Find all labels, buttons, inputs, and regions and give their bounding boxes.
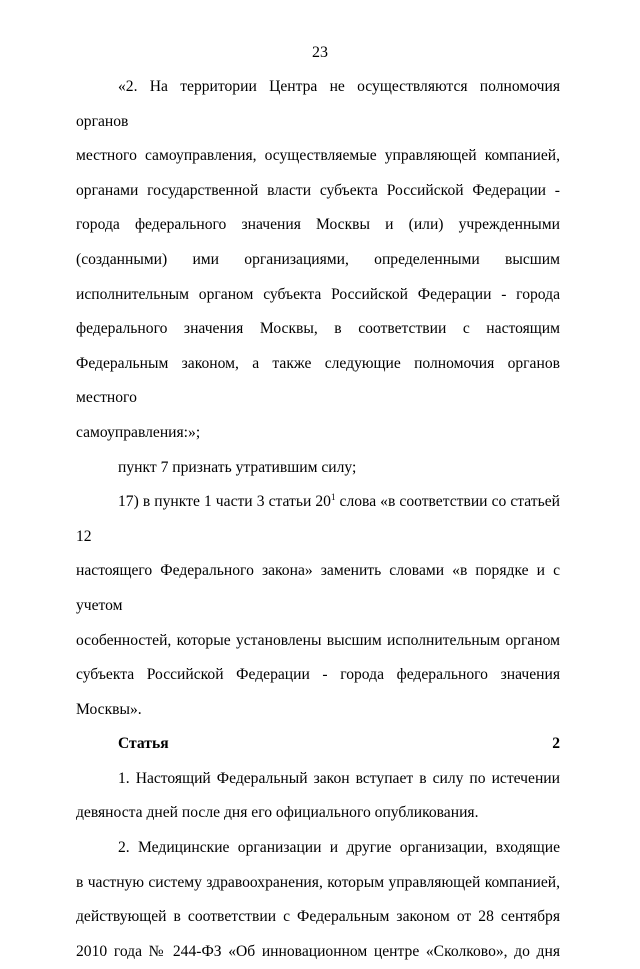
- text-line: города федерального значения Москвы и (или) учрежденными: [76, 216, 560, 234]
- document-body: [76, 70, 560, 969]
- text-line: местного самоуправления, осуществляемые управляющей компанией,: [76, 147, 560, 165]
- article-heading: Статья 2: [118, 735, 560, 753]
- text-line: исполнительным органом субъекта Российской Федерации - города: [76, 285, 560, 303]
- amendment-lead: 17) в пункте 1 части 3 статьи 20: [118, 493, 331, 511]
- text-line: (созданными) ими организациями, определенными высшим: [76, 250, 560, 268]
- amendment-rest: слова «в соответствии со статьей 12: [76, 493, 561, 545]
- text-line: 2010 года № 244-ФЗ «Об инновационном центре «Сколково», до дня: [76, 942, 560, 960]
- text-line: в частную систему здравоохранения, которым управляющей компанией,: [76, 873, 560, 891]
- text-line: особенностей, которые установлены высшим исполнительным органом: [76, 631, 560, 649]
- paragraph-1: [76, 70, 560, 451]
- text-line: 2. Медицинские организации и другие организации, входящие: [118, 839, 560, 857]
- superscript: 1: [330, 492, 336, 503]
- text-line: органами государственной власти субъекта Российской Федерации -: [76, 181, 560, 199]
- text-line: действующей в соответствии с Федеральным законом от 28 сентября: [76, 908, 560, 926]
- paragraph-2: пункт 7 признать утратившим силу;: [118, 458, 357, 476]
- text-line: 1. Настоящий Федеральный закон вступает в силу по истечении: [118, 769, 560, 787]
- text-line: федерального значения Москвы, в соответствии с настоящим: [76, 320, 560, 338]
- text-line: субъекта Российской Федерации - города федерального значения Москвы».: [76, 666, 560, 718]
- text-line: девяноста дней после дня его официального опубликования.: [76, 804, 479, 822]
- text-line: [76, 485, 560, 554]
- text-line: «2. На территории Центра не осуществляются полномочия органов: [76, 78, 560, 130]
- paragraph-3: [76, 485, 560, 727]
- paragraph-4: [76, 762, 560, 831]
- text-line: самоуправления:»;: [76, 423, 201, 441]
- paragraph-5: [76, 831, 560, 969]
- text-line: Федеральным законом, а также следующие полномочия органов местного: [76, 354, 560, 407]
- page-number: 23: [312, 44, 328, 61]
- text-line: настоящего Федерального закона» заменить словами «в порядке и с учетом: [76, 562, 560, 614]
